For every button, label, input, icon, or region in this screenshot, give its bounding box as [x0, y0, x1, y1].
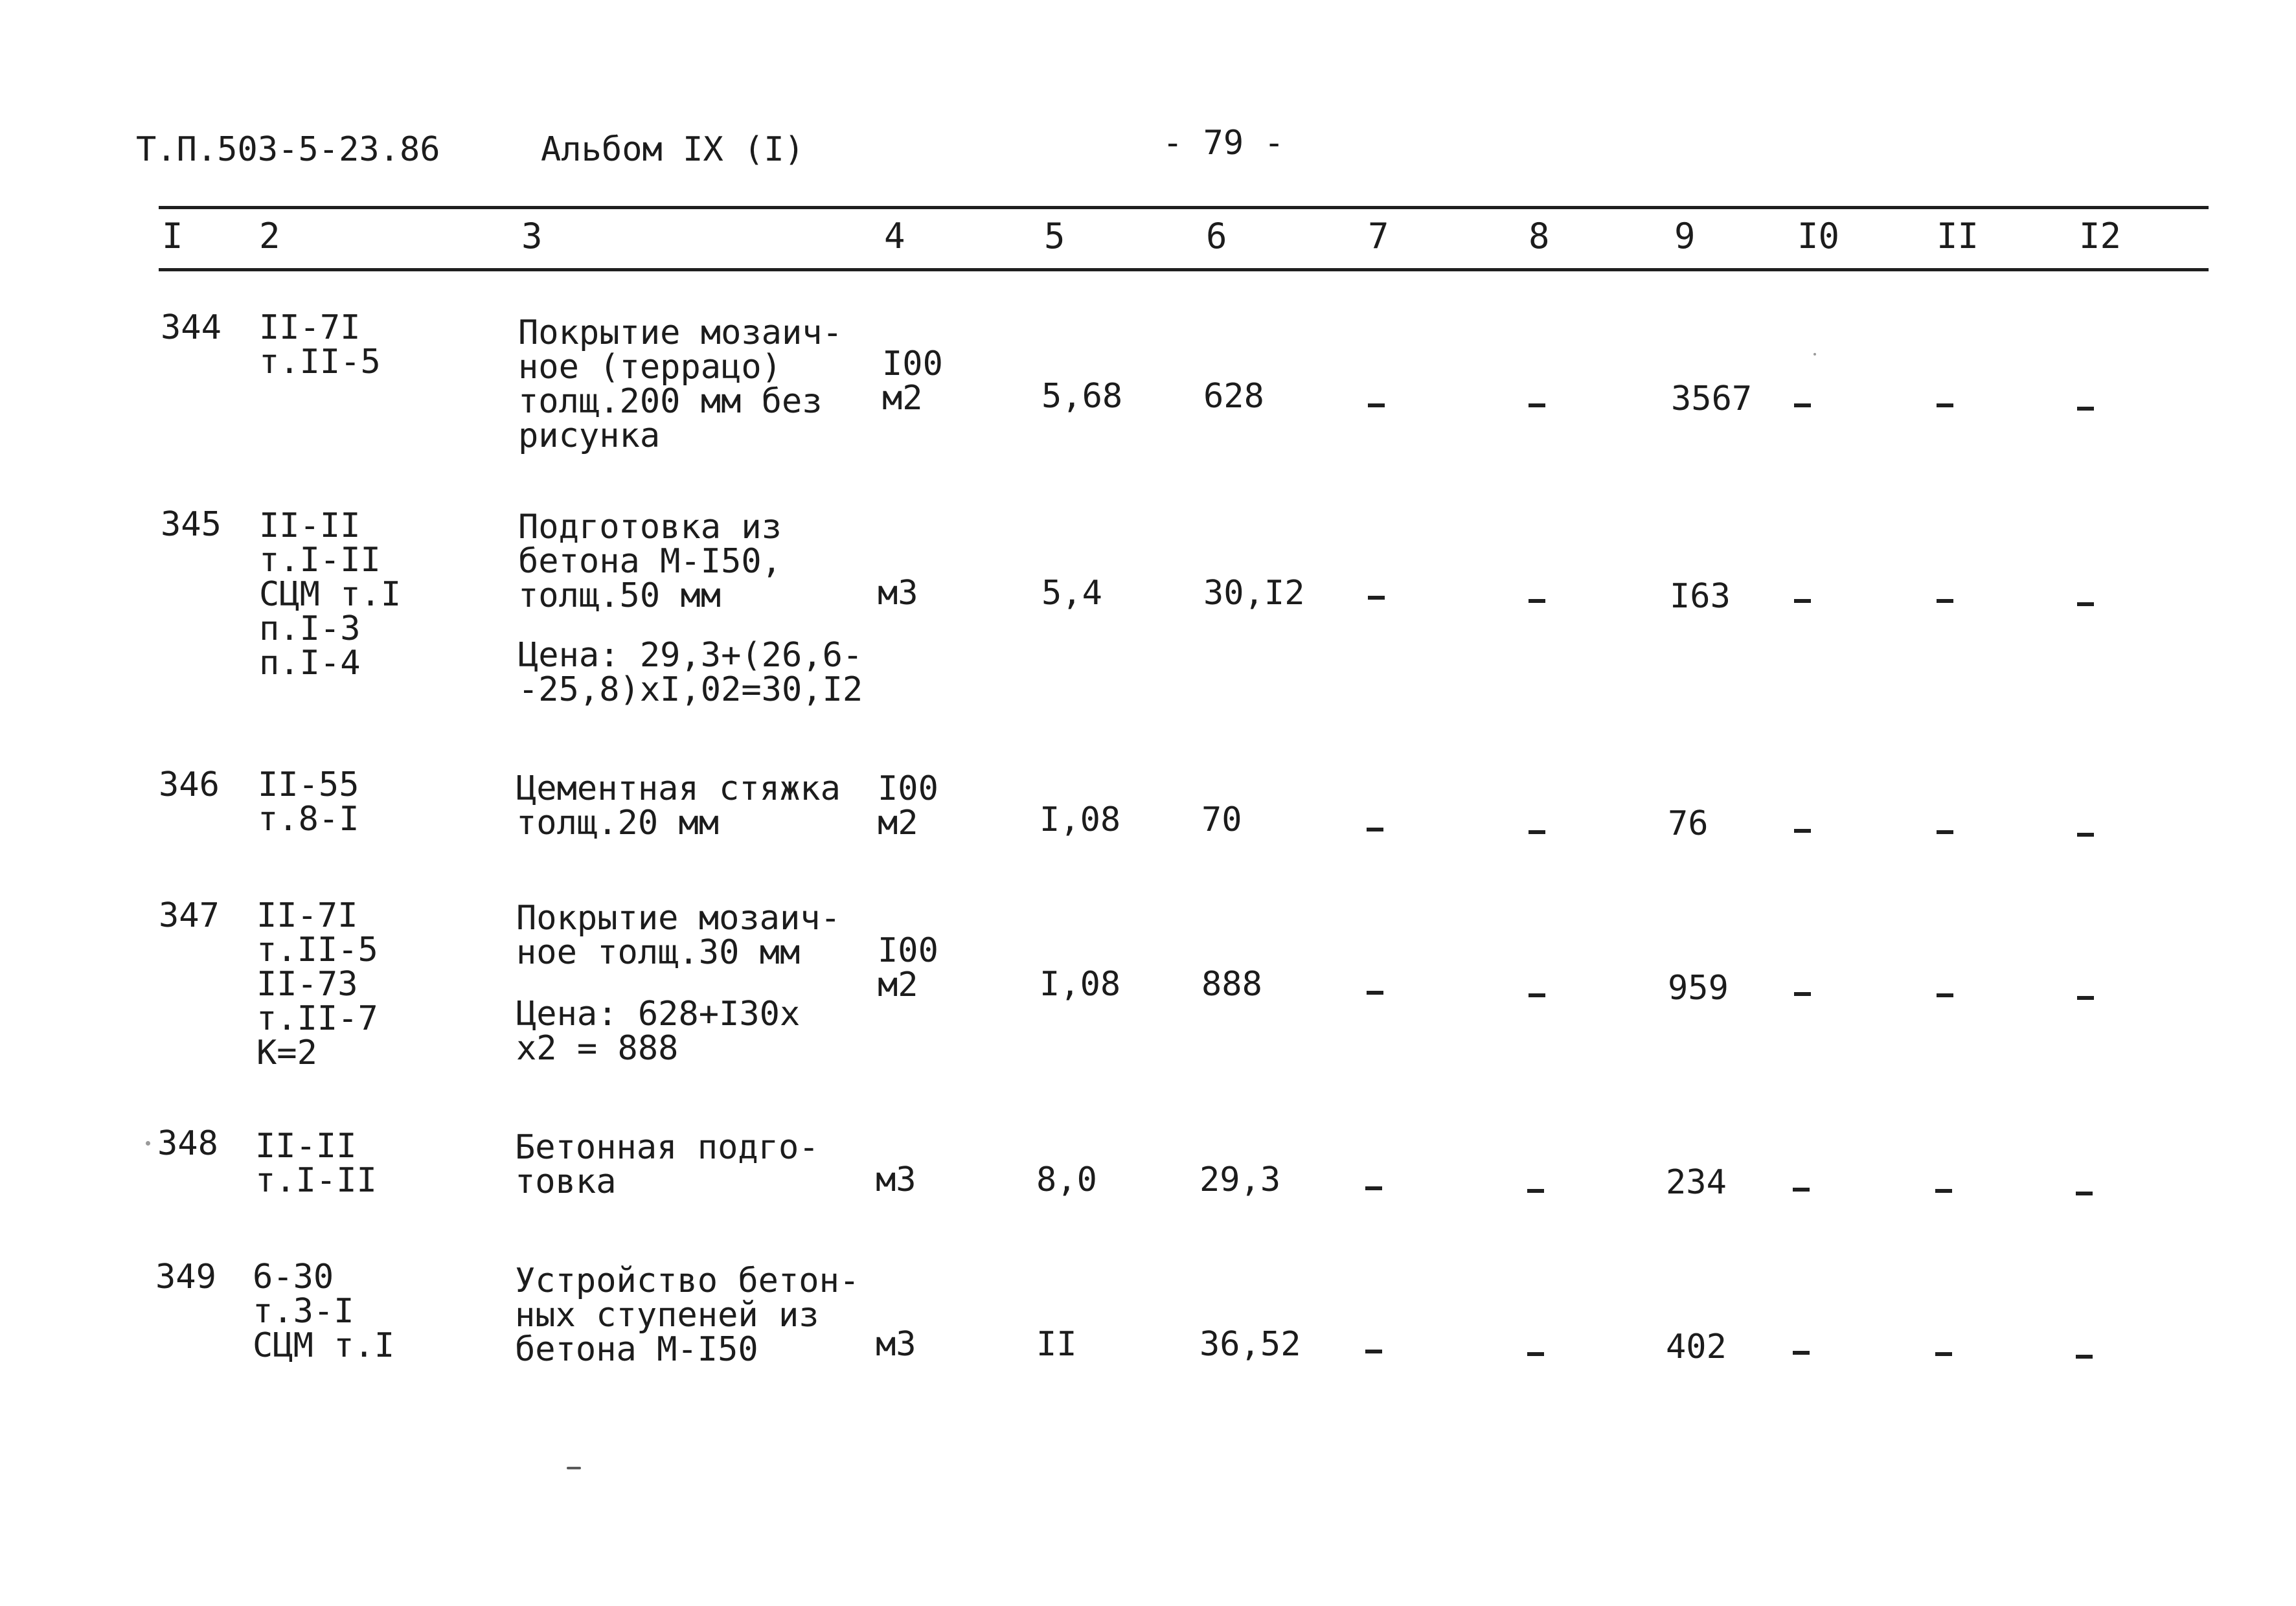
work-description: Устройство бетон- ных ступеней из бетона М-I50: [515, 1261, 860, 1369]
empty-dash: [1793, 1351, 1810, 1355]
item-number: 344: [161, 308, 222, 347]
total-cost: I63: [1670, 577, 1731, 616]
unit-of-measure: м3: [876, 1160, 916, 1199]
scan-speck: [567, 1467, 581, 1469]
column-header: II: [1937, 216, 1979, 256]
empty-dash: [2076, 1192, 2093, 1195]
work-description: Цементная стяжка толщ.20 мм: [516, 769, 841, 843]
item-number: 345: [161, 505, 222, 544]
unit-price: 70: [1201, 800, 1242, 839]
column-header: I: [162, 216, 183, 256]
empty-dash: [2077, 833, 2094, 837]
unit-price: 628: [1203, 377, 1264, 416]
work-description: Покрытие мозаич- ное толщ.30 мм: [516, 899, 841, 972]
empty-dash: [1794, 992, 1811, 996]
quantity: I,08: [1040, 800, 1121, 839]
norm-reference: II-55 т.8-I: [258, 765, 359, 839]
empty-dash: [2076, 1355, 2093, 1359]
item-number: 349: [155, 1258, 216, 1296]
norm-reference: 6-30 т.3-I СЦМ т.I: [253, 1258, 395, 1365]
item-number: 348: [157, 1124, 218, 1163]
column-header: 8: [1529, 216, 1550, 256]
scan-speck: [1813, 353, 1816, 356]
empty-dash: [2077, 407, 2094, 411]
column-header: 5: [1044, 216, 1065, 256]
column-header: I0: [1797, 216, 1840, 256]
norm-reference: II-7I т.II-5: [259, 308, 381, 381]
empty-dash: [1365, 1186, 1382, 1190]
empty-dash: [1529, 993, 1545, 997]
total-cost: 76: [1668, 804, 1709, 843]
norm-reference: II-II т.I-II: [255, 1127, 377, 1200]
total-cost: 234: [1666, 1163, 1727, 1202]
unit-price: 36,52: [1199, 1325, 1301, 1364]
empty-dash: [1937, 993, 1953, 997]
empty-dash: [2077, 996, 2094, 1000]
quantity: I,08: [1040, 965, 1121, 1004]
empty-dash: [1935, 1352, 1952, 1356]
item-number: 347: [159, 896, 220, 935]
column-header: I2: [2079, 216, 2122, 256]
column-header: 3: [521, 216, 543, 256]
empty-dash: [1365, 1350, 1382, 1353]
quantity: 5,68: [1041, 377, 1123, 416]
unit-price: 30,I2: [1203, 574, 1305, 613]
work-description: Подготовка из бетона М-I50, толщ.50 мм: [518, 508, 782, 615]
empty-dash: [1367, 828, 1383, 831]
quantity: 5,4: [1041, 574, 1102, 613]
empty-dash: [1937, 830, 1953, 834]
table-top-rule: [159, 206, 2209, 209]
unit-of-measure: м3: [876, 1325, 916, 1364]
album-title: Альбом IX (I): [541, 130, 804, 169]
unit-price: 29,3: [1199, 1160, 1281, 1199]
price-calculation: Цена: 628+I30х х2 = 888: [516, 995, 801, 1068]
work-description: Покрытие мозаич- ное (террацо) толщ.200 мм без рисунка: [518, 313, 843, 455]
unit-of-measure: м3: [878, 574, 918, 613]
total-cost: 3567: [1671, 379, 1753, 418]
empty-dash: [1368, 403, 1385, 407]
empty-dash: [1793, 1188, 1810, 1192]
document-code: Т.П.503-5-23.86: [136, 130, 440, 169]
unit-of-measure: I00 м2: [878, 769, 938, 843]
norm-reference: II-7I т.II-5 II-73 т.II-7 К=2: [256, 896, 378, 1072]
total-cost: 402: [1666, 1328, 1727, 1366]
empty-dash: [1367, 991, 1383, 995]
empty-dash: [1529, 599, 1545, 603]
unit-of-measure: I00 м2: [878, 931, 938, 1004]
unit-of-measure: I00 м2: [882, 345, 943, 418]
empty-dash: [1529, 403, 1545, 407]
item-number: 346: [159, 765, 220, 804]
scan-speck: [146, 1141, 150, 1146]
page-number: - 79 -: [1163, 124, 1284, 163]
empty-dash: [1527, 1189, 1544, 1193]
unit-price: 888: [1201, 965, 1262, 1004]
column-header: 6: [1206, 216, 1227, 256]
empty-dash: [1794, 829, 1811, 833]
quantity: 8,0: [1036, 1160, 1097, 1199]
quantity: II: [1036, 1325, 1077, 1364]
work-description: Бетонная подго- товка: [515, 1128, 819, 1201]
column-header: 4: [884, 216, 905, 256]
column-header: 9: [1674, 216, 1696, 256]
price-calculation: Цена: 29,3+(26,6- -25,8)хI,02=30,I2: [518, 636, 863, 709]
empty-dash: [1794, 403, 1811, 407]
empty-dash: [1529, 830, 1545, 834]
total-cost: 959: [1668, 969, 1729, 1008]
empty-dash: [1368, 596, 1385, 600]
table-header-rule: [159, 268, 2209, 271]
empty-dash: [1937, 599, 1953, 603]
empty-dash: [1527, 1352, 1544, 1356]
empty-dash: [2077, 602, 2094, 606]
column-header: 2: [259, 216, 280, 256]
empty-dash: [1794, 599, 1811, 603]
empty-dash: [1935, 1189, 1952, 1193]
empty-dash: [1937, 403, 1953, 407]
column-header: 7: [1368, 216, 1389, 256]
norm-reference: II-II т.I-II СЦМ т.I п.I-3 п.I-4: [259, 506, 402, 683]
